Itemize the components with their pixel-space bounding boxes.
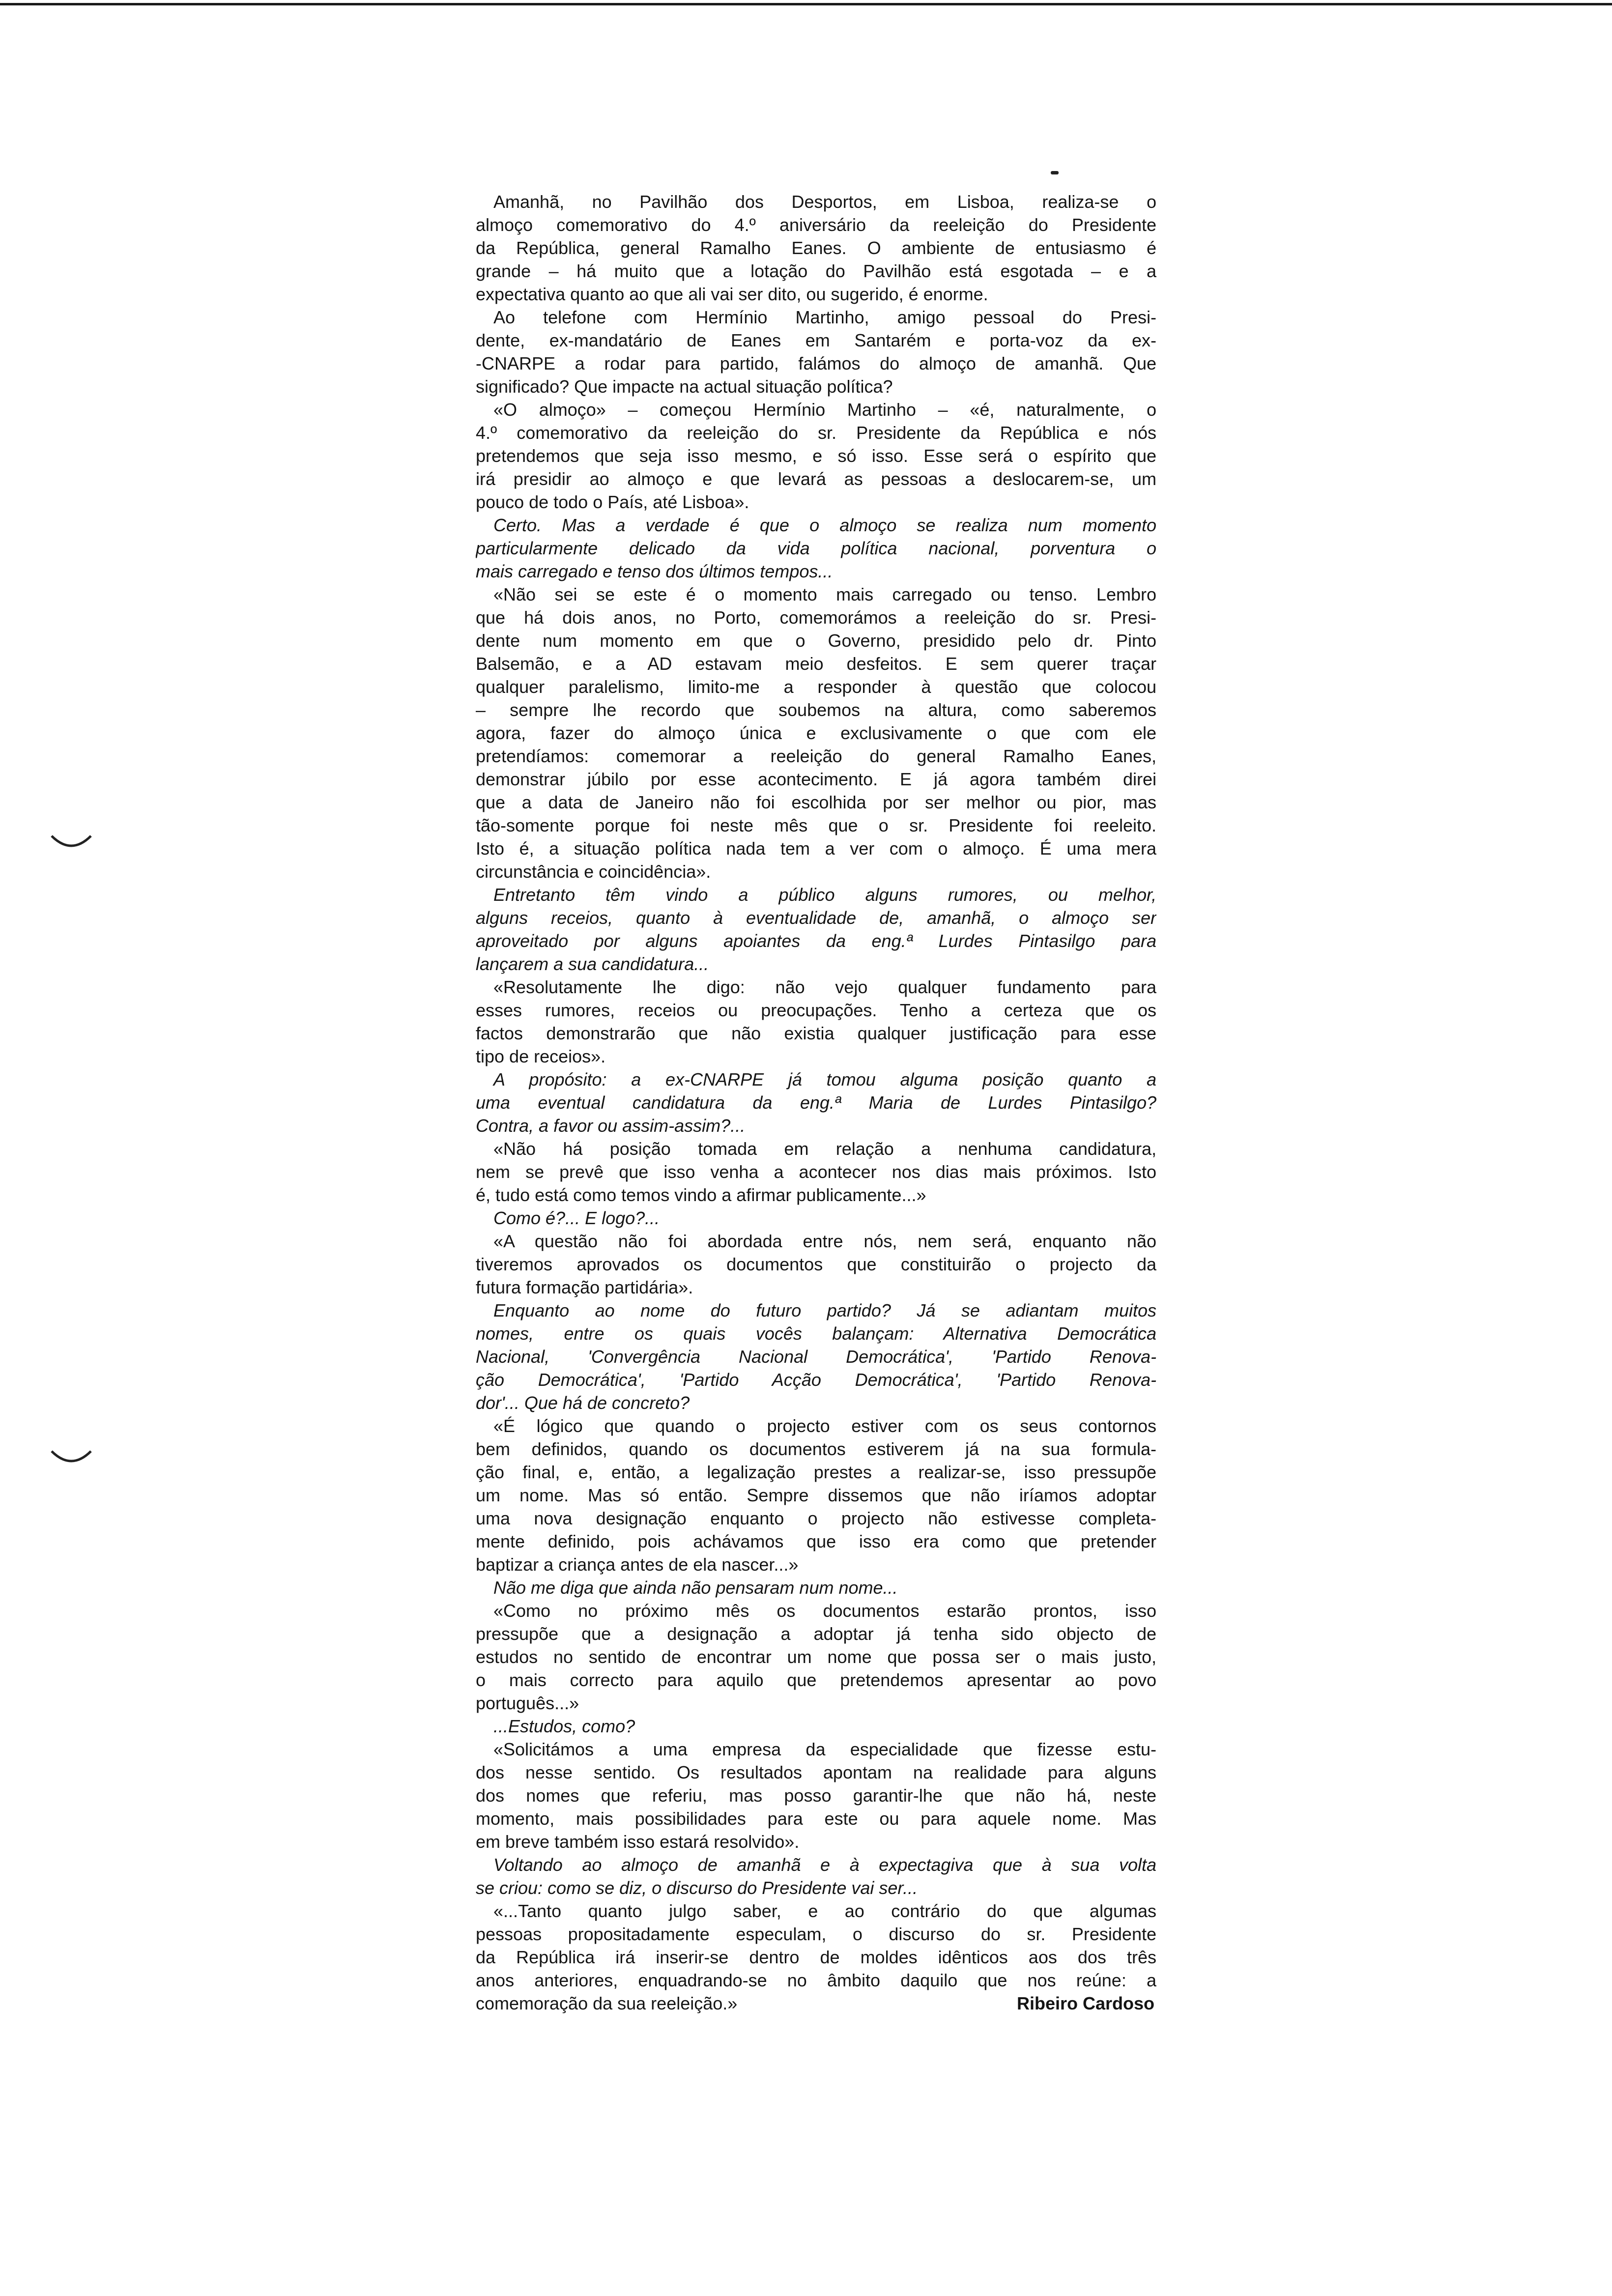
interviewer-question xyxy=(476,1206,1156,1230)
paragraph xyxy=(476,1414,1156,1576)
author-signature: Ribeiro Cardoso xyxy=(1016,1993,1154,2013)
text-line: português...» xyxy=(476,1693,579,1713)
text-line: esses rumores, receios ou preocupações. Tenho a certeza que os xyxy=(476,1000,1156,1020)
paragraph xyxy=(476,190,1156,306)
text-line: ção Democrática', 'Partido Acção Democrática', 'Partido Renova- xyxy=(476,1370,1156,1390)
text-line: tão-somente porque foi neste mês que o sr. Presidente foi reeleito. xyxy=(476,815,1156,835)
paragraph xyxy=(476,1230,1156,1299)
text-line: dente num momento em que o Governo, presidido pelo dr. Pinto xyxy=(476,631,1156,651)
text-line: Voltando ao almoço de amanhã e à expectagiva que à sua volta xyxy=(493,1855,1156,1875)
text-line: Entretanto têm vindo a público alguns rumores, ou melhor, xyxy=(493,885,1156,905)
text-line: que há dois anos, no Porto, comemorámos a reeleição do sr. Presi- xyxy=(476,607,1156,628)
text-line-content: comemoração da sua reeleição.» xyxy=(476,1993,738,2013)
paragraph xyxy=(476,1137,1156,1206)
text-line: pouco de todo o País, até Lisboa». xyxy=(476,492,749,512)
text-line: Certo. Mas a verdade é que o almoço se realiza num momento xyxy=(493,515,1156,535)
paragraph xyxy=(476,1738,1156,1853)
paragraph xyxy=(476,306,1156,398)
text-line: grande – há muito que a lotação do Pavilhão está esgotada – e a xyxy=(476,261,1156,281)
text-line: – sempre lhe recordo que soubemos na altura, como saberemos xyxy=(476,700,1156,720)
text-line xyxy=(476,1992,1156,2015)
text-line: se criou: como se diz, o discurso do Presidente vai ser... xyxy=(476,1878,918,1898)
text-line: Enquanto ao nome do futuro partido? Já se adiantam muitos xyxy=(493,1300,1156,1320)
text-line: dente, ex-mandatário de Eanes em Santarém e porta-voz da ex- xyxy=(476,330,1156,350)
text-line: «Não há posição tomada em relação a nenhuma candidatura, xyxy=(493,1139,1156,1159)
text-line: agora, fazer do almoço única e exclusivamente o que com ele xyxy=(476,723,1156,743)
text-line: pessoas propositadamente especulam, o discurso do sr. Presidente xyxy=(476,1924,1156,1944)
text-line: nomes, entre os quais vocês balançam: Alternativa Democrática xyxy=(476,1323,1156,1344)
interviewer-question xyxy=(476,1299,1156,1414)
text-line: pressupõe que a designação a adoptar já tenha sido objecto de xyxy=(476,1624,1156,1644)
newspaper-article xyxy=(476,190,1156,2015)
text-line: 4.º comemorativo da reeleição do sr. Presidente da República e nós xyxy=(476,423,1156,443)
interviewer-question xyxy=(476,514,1156,583)
text-line: anos anteriores, enquadrando-se no âmbito daquilo que nos reúne: a xyxy=(476,1970,1156,1990)
punch-hole-mark-upper xyxy=(49,833,93,853)
ink-mark xyxy=(1051,171,1059,174)
text-line: «A questão não foi abordada entre nós, nem será, enquanto não xyxy=(493,1231,1156,1251)
text-line: «...Tanto quanto julgo saber, e ao contrário do que algumas xyxy=(493,1901,1156,1921)
text-line: dos nesse sentido. Os resultados apontam na realidade para alguns xyxy=(476,1762,1156,1782)
text-line: ...Estudos, como? xyxy=(493,1716,635,1736)
text-line: baptizar a criança antes de ela nascer...» xyxy=(476,1554,799,1575)
text-line: factos demonstrarão que não existia qualquer justificação para esse xyxy=(476,1023,1156,1043)
paragraph xyxy=(476,398,1156,514)
paragraph xyxy=(476,1899,1156,2015)
top-border-line xyxy=(0,3,1612,5)
text-line: uma eventual candidatura da eng.ª Maria de Lurdes Pintasilgo? xyxy=(476,1092,1156,1113)
text-line: «O almoço» – começou Hermínio Martinho – «é, naturalmente, o xyxy=(493,400,1156,420)
interviewer-question xyxy=(476,1068,1156,1137)
text-line: expectativa quanto ao que ali vai ser dito, ou sugerido, é enorme. xyxy=(476,284,988,304)
text-line: lançarem a sua candidatura... xyxy=(476,954,709,974)
paragraph xyxy=(476,1599,1156,1715)
text-line: «Solicitámos a uma empresa da especialidade que fizesse estu- xyxy=(493,1739,1156,1759)
text-line: em breve também isso estará resolvido». xyxy=(476,1832,800,1852)
text-line: mente definido, pois achávamos que isso era como que pretender xyxy=(476,1531,1156,1551)
text-line: mais carregado e tenso dos últimos tempos... xyxy=(476,561,833,581)
text-line: aproveitado por alguns apoiantes da eng.ª Lurdes Pintasilgo para xyxy=(476,931,1156,951)
text-line: irá presidir ao almoço e que levará as pessoas a deslocarem-se, um xyxy=(476,469,1156,489)
text-line: qualquer paralelismo, limito-me a responder à questão que colocou xyxy=(476,677,1156,697)
text-line: nem se prevê que isso venha a acontecer nos dias mais próximos. Isto xyxy=(476,1162,1156,1182)
text-line: «Não sei se este é o momento mais carregado ou tenso. Lembro xyxy=(493,584,1156,604)
text-line: circunstância e coincidência». xyxy=(476,861,711,882)
text-line: um nome. Mas só então. Sempre dissemos que não iríamos adoptar xyxy=(476,1485,1156,1505)
text-line: Como é?... E logo?... xyxy=(493,1208,660,1228)
text-line: tiveremos aprovados os documentos que constituirão o projecto da xyxy=(476,1254,1156,1274)
text-line: bem definidos, quando os documentos estiverem já na sua formula- xyxy=(476,1439,1156,1459)
punch-hole-mark-lower xyxy=(49,1449,93,1468)
text-line: futura formação partidária». xyxy=(476,1277,693,1297)
text-line: -CNARPE a rodar para partido, falámos do almoço de amanhã. Que xyxy=(476,353,1156,373)
text-line: ção final, e, então, a legalização prestes a realizar-se, isso pressupõe xyxy=(476,1462,1156,1482)
text-line: demonstrar júbilo por esse acontecimento. E já agora também direi xyxy=(476,769,1156,789)
text-line: Ao telefone com Hermínio Martinho, amigo pessoal do Presi- xyxy=(493,307,1156,327)
text-line: dor'... Que há de concreto? xyxy=(476,1393,690,1413)
text-line: significado? Que impacte na actual situação política? xyxy=(476,376,893,397)
text-line: uma nova designação enquanto o projecto não estivesse completa- xyxy=(476,1508,1156,1528)
interviewer-question xyxy=(476,1715,1156,1738)
text-line: Balsemão, e a AD estavam meio desfeitos. E sem querer traçar xyxy=(476,654,1156,674)
text-line: A propósito: a ex-CNARPE já tomou alguma posição quanto a xyxy=(493,1069,1156,1090)
text-line: o mais correcto para aquilo que pretendemos apresentar ao povo xyxy=(476,1670,1156,1690)
text-line: «Como no próximo mês os documentos estarão prontos, isso xyxy=(493,1601,1156,1621)
text-line: da República, general Ramalho Eanes. O ambiente de entusiasmo é xyxy=(476,238,1156,258)
text-line: pretendemos que seja isso mesmo, e só isso. Esse será o espírito que xyxy=(476,446,1156,466)
interviewer-question xyxy=(476,1576,1156,1599)
text-line: pretendíamos: comemorar a reeleição do general Ramalho Eanes, xyxy=(476,746,1156,766)
text-line: dos nomes que referiu, mas posso garantir-lhe que não há, neste xyxy=(476,1785,1156,1806)
text-line: «É lógico que quando o projecto estiver com os seus contornos xyxy=(493,1416,1156,1436)
text-line: estudos no sentido de encontrar um nome que possa ser o mais justo, xyxy=(476,1647,1156,1667)
text-line: Amanhã, no Pavilhão dos Desportos, em Lisboa, realiza-se o xyxy=(493,192,1156,212)
interviewer-question xyxy=(476,1853,1156,1899)
text-line: Contra, a favor ou assim-assim?... xyxy=(476,1116,746,1136)
text-line: Isto é, a situação política nada tem a ver com o almoço. É uma mera xyxy=(476,838,1156,859)
paragraph xyxy=(476,976,1156,1068)
text-line: é, tudo está como temos vindo a afirmar publicamente...» xyxy=(476,1185,926,1205)
text-line: momento, mais possibilidades para este ou para aquele nome. Mas xyxy=(476,1808,1156,1829)
text-line: particularmente delicado da vida política nacional, porventura o xyxy=(476,538,1156,558)
text-line: «Resolutamente lhe digo: não vejo qualquer fundamento para xyxy=(493,977,1156,997)
text-line: Nacional, 'Convergência Nacional Democrática', 'Partido Renova- xyxy=(476,1347,1156,1367)
text-line: almoço comemorativo do 4.º aniversário da reeleição do Presidente xyxy=(476,215,1156,235)
text-line: tipo de receios». xyxy=(476,1046,606,1066)
interviewer-question xyxy=(476,883,1156,976)
text-line: Não me diga que ainda não pensaram num nome... xyxy=(493,1578,898,1598)
text-line: da República irá inserir-se dentro de moldes idênticos aos dos três xyxy=(476,1947,1156,1967)
paragraph xyxy=(476,583,1156,883)
text-line: que a data de Janeiro não foi escolhida por ser melhor ou pior, mas xyxy=(476,792,1156,812)
text-line: alguns receios, quanto à eventualidade de, amanhã, o almoço ser xyxy=(476,908,1156,928)
